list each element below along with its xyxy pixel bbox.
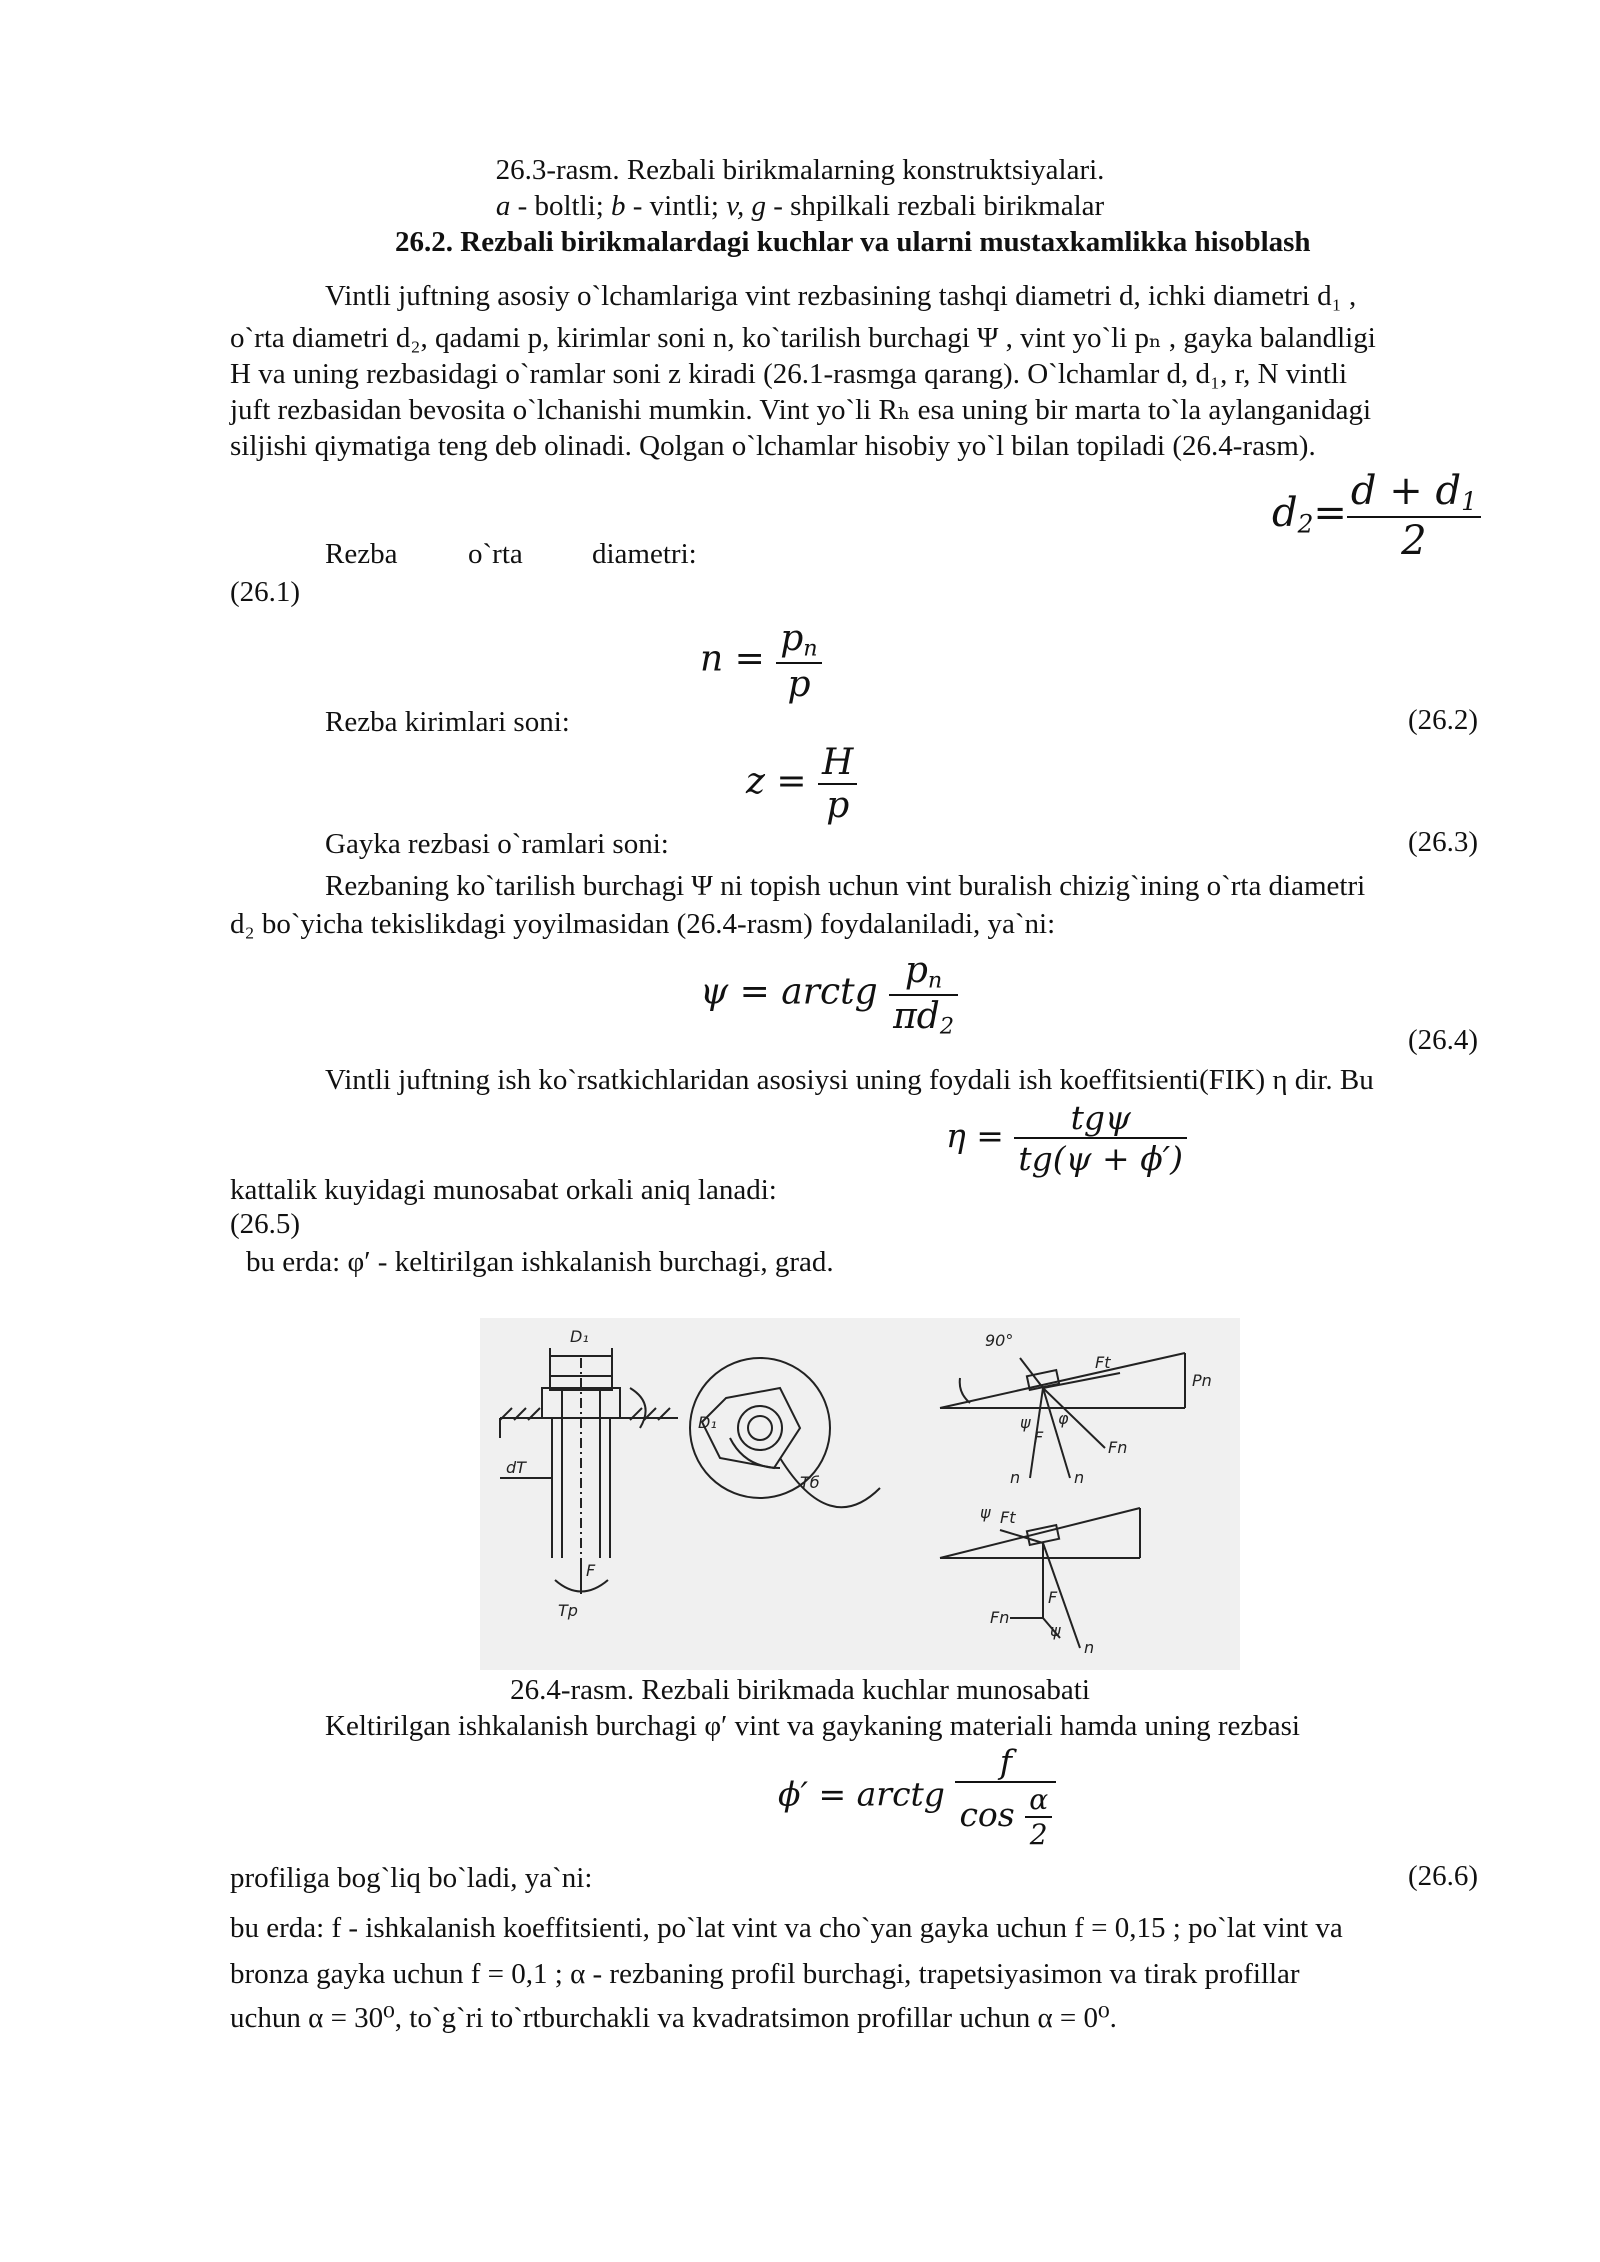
equation-26-6: ϕ′ = arctg f cos $\frac{\alpha}{2}$ [778,1742,1056,1851]
figure-26-4-caption: 26.4-rasm. Rezbali birikmada kuchlar munosabati [510,1674,1090,1706]
eq2-number: (26.2) [1408,704,1479,736]
label-F: F [1034,1428,1044,1447]
eq2-label: Rezba kirimlari soni: [325,706,570,738]
prev-figure-caption-line2: a - boltli; b - vintli; v, g - shpilkali rezbali birikmalar [495,190,1105,222]
label-F2: F [1048,1588,1058,1607]
paragraph1-line2: o`rta diametri d₂, qadami p, kirimlar soni n, ko`tarilish burchagi Ψ , vint yo`li pₙ , gayka balandligi [230,322,1376,354]
paragraph4-line5: uchun α = 30⁰, to`g`ri to`rtburchakli va kvadratsimon profillar uchun α = 0⁰. [230,2002,1117,2034]
label-n2: n [1074,1468,1085,1487]
label-psi3: ψ [980,1503,991,1522]
label-Pn: Pn [1192,1371,1212,1390]
paragraph1-line5: siljishi qiymatiga teng deb olinadi. Qolgan o`lchamlar hisobiy yo`l bilan topiladi (26.4-rasm). [230,430,1316,462]
paragraph3-line1: Vintli juftning ish ko`rsatkichlaridan asosiysi uning foydali ish koeffitsienti(FIK) η dir. Bu [325,1064,1374,1096]
label-F-bolt: F [586,1561,596,1580]
paragraph1-line3: H va uning rezbasidagi o`ramlar soni z kiradi (26.1-rasmga qarang). O`lchamlar d, d₁, r, N vintli [230,358,1348,390]
equation-26-3: z = $\frac{H}{p}$ [746,742,857,826]
label-phi: φ [1058,1409,1069,1428]
eq1-number: (26.1) [230,576,301,608]
label-Tp: Tp [558,1601,578,1620]
label-Fn: Fn [1108,1438,1128,1457]
eq1-label-c: diametri: [592,538,697,570]
equation-26-4: ψ = arctg $\frac{p_n}{\pi d_2}$ [700,950,958,1039]
eq3-number: (26.3) [1408,826,1479,858]
equation-26-2: n = $\frac{p_n}{p}$ [700,618,822,705]
paragraph1-line4: juft rezbasidan bevosita o`lchanishi mumkin. Vint yo`li Rₕ esa uning bir marta to`la aylanganidagi [230,394,1371,426]
eq6-number: (26.6) [1408,1860,1479,1892]
label-psi: ψ [1020,1413,1031,1432]
label-Ft: Ft [1095,1353,1111,1372]
label-n3: n [1084,1638,1095,1657]
paragraph4-line3: bu erda: f - ishkalanish koeffitsienti, po`lat vint va cho`yan gayka uchun f = 0,15 ; po`lat vint va [230,1912,1343,1944]
paragraph4-line4: bronza gayka uchun f = 0,1 ; α - rezbaning profil burchagi, trapetsiyasimon va tirak profillar [230,1958,1300,1990]
prev-figure-caption-line1: 26.3-rasm. Rezbali birikmalarning konstruktsiyalari. [495,154,1105,186]
eq5-number: (26.5) [230,1208,301,1240]
figure-26-4 [480,1318,1240,1670]
paragraph1-line1: Vintli juftning asosiy o`lchamlariga vint rezbasining tashqi diametri d, ichki diametri d₁ , [325,280,1357,312]
label-Ft2: Ft [1000,1508,1016,1527]
label-dT: dT [506,1458,526,1477]
paragraph4-line1: Keltirilgan ishkalanish burchagi φ′ vint va gaykaning materiali hamda uning rezbasi [325,1710,1300,1742]
section-heading: 26.2. Rezbali birikmalardagi kuchlar va ularni mustaxkamlikka hisoblash [395,226,1311,258]
eq1-label-b: o`rta [468,538,523,570]
label-n1: n [1010,1468,1021,1487]
label-D1-side: D₁ [698,1413,717,1432]
label-psi2: ψ [1050,1621,1061,1640]
paragraph3-line3: bu erda: φ′ - keltirilgan ishkalanish burchagi, grad. [246,1246,834,1278]
paragraph4-line2: profiliga bog`liq bo`ladi, ya`ni: [230,1862,593,1894]
label-Tb: Tб [800,1473,820,1492]
label-D1-top: D₁ [570,1327,589,1346]
paragraph2-line1: Rezbaning ko`tarilish burchagi Ψ ni topish uchun vint buralish chizig`ining o`rta diametri [325,870,1366,902]
equation-26-5: η = $\frac{\text{tgψ}}{tg(\psi + \phi')}$ [946,1098,1187,1178]
paragraph3-line2: kattalik kuyidagi munosabat orkali aniq lanadi: [230,1174,777,1206]
equation-26-1: $d_2=$ $\frac{d + d_1}{2}$ [1272,468,1481,564]
eq4-number: (26.4) [1408,1024,1479,1056]
eq3-label: Gayka rezbasi o`ramlari soni: [325,828,669,860]
eq1-label-a: Rezba [325,538,398,570]
paragraph2-line2: d₂ bo`yicha tekislikdagi yoyilmasidan (26.4-rasm) foydalaniladi, ya`ni: [230,908,1056,940]
label-Fn2: Fn [990,1608,1010,1627]
figure-26-4-drawing [480,1318,1240,1670]
label-90deg: 90° [985,1331,1014,1350]
